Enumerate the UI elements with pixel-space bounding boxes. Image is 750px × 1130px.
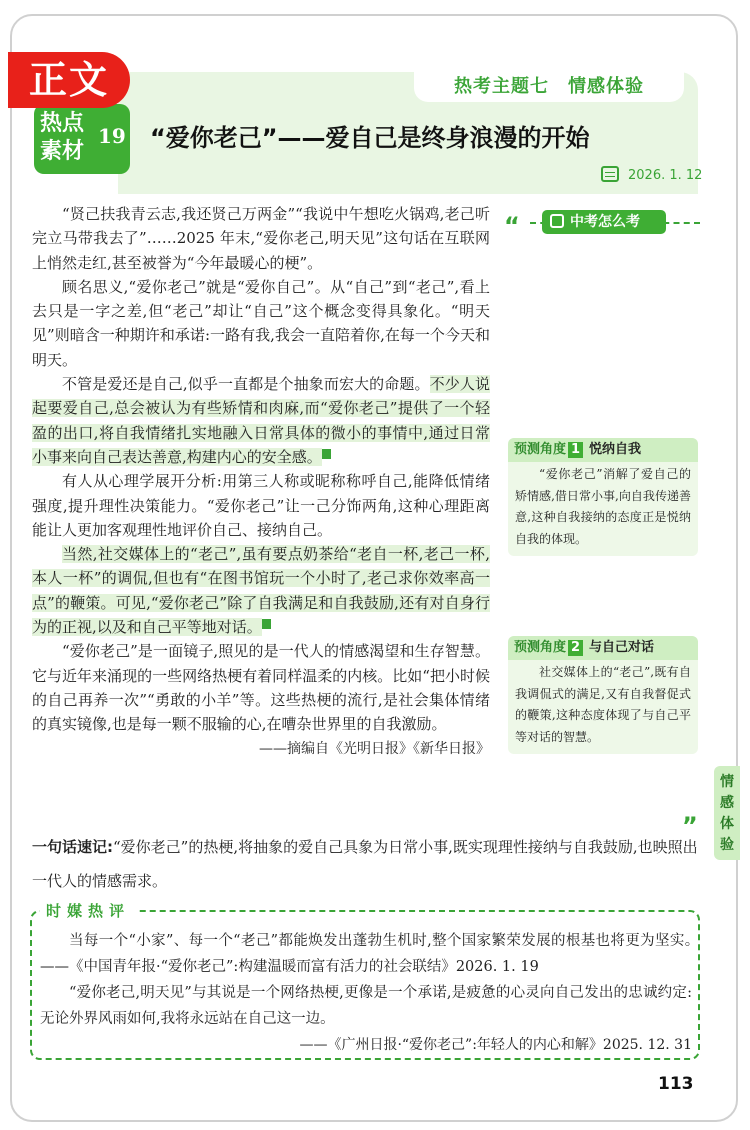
hot-material-badge bbox=[34, 104, 130, 174]
angle-1-header bbox=[508, 438, 698, 462]
footnote-marker-1: 1 bbox=[322, 449, 331, 459]
media-review-text bbox=[40, 928, 692, 1058]
highlight-2b: 但也有“在图书馆玩一个小时了,老己求你效率高一点”的鞭策。可见,“爱你老己”除了自我满足和自我鼓励,还有对自身行为的正视,以及和自己平等地对话。 bbox=[32, 569, 490, 637]
article-paragraph-4: 有人从心理学展开分析:用第三人称或昵称称呼自己,能降低情绪强度,提升理性决策能力。“爱你老己”让一己分饰两角,这种心理距离能让人更加客观理性地评价自己、接纳自己。 bbox=[32, 472, 490, 539]
side-tab-emotion[interactable]: 情感体验 bbox=[714, 766, 740, 860]
date-text: 2026. 1. 12 bbox=[628, 168, 703, 183]
summary bbox=[32, 830, 700, 898]
article-paragraph-3 bbox=[32, 372, 490, 469]
hot-badge-line1: 热点 bbox=[40, 111, 85, 136]
angle-2-title: 与自己对话 bbox=[589, 640, 655, 655]
angle-2-header bbox=[508, 636, 698, 660]
summary-text: “爱你老己”的热梗,将抽象的爱自己具象为日常小事,既实现理性接纳与自我鼓励,也映照出一代人的情感需求。 bbox=[32, 838, 698, 890]
hot-badge-number: 19 bbox=[98, 124, 126, 148]
prediction-angle-2 bbox=[508, 636, 698, 754]
paragraph-3-lead: 不管是爱还是自己,似乎一直都是个抽象而宏大的命题。 bbox=[62, 375, 430, 394]
article-paragraph-6: “爱你老己”是一面镜子,照见的是一代人的情感渴望和生存智慧。它与近年来涌现的一些网络热梗有着同样温柔的内核。比如“把小时候的自己再养一次”“勇敢的小羊”等。这些热梗的流行,是社会集体情绪的真实镜像,也是每一颗不服输的心,在嘈杂世界里的自我激励。 bbox=[32, 642, 490, 734]
hot-badge-line2: 素材 bbox=[40, 139, 85, 164]
exam-tag-label: 中考怎么考 bbox=[570, 214, 640, 230]
summary-label: 一句话速记: bbox=[32, 838, 113, 856]
open-quote-icon: “ bbox=[504, 212, 520, 240]
article-body bbox=[32, 202, 490, 761]
prediction-angle-1 bbox=[508, 438, 698, 556]
media-quote-1-source: ——《中国青年报·“爱你老己”:构建温暖而富有活力的社会联结》2026. 1. 19 bbox=[40, 959, 539, 975]
angle-2-number: 2 bbox=[568, 640, 583, 656]
angle-2-label: 预测角度 bbox=[514, 640, 567, 655]
page-number: 113 bbox=[658, 1074, 694, 1094]
footnote-marker-2: 2 bbox=[262, 619, 271, 629]
angle-1-text: “爱你老己”消解了爱自己的矫情感,借日常小事,向自我传递善意,这种自我接纳的态度正是悦纳自我的体现。 bbox=[515, 467, 691, 546]
article-paragraph-5 bbox=[32, 542, 490, 639]
highlight-2a: 当然,社交媒体上的“老己”,虽有要点奶茶给“老自一杯,老己一杯,本人一杯”的调侃, bbox=[32, 545, 490, 588]
angle-1-title: 悦纳自我 bbox=[589, 442, 642, 457]
media-review-tag: 时媒热评 bbox=[40, 900, 136, 921]
media-quote-1-text: 当每一个“小家”、每一个“老己”都能焕发出蓬勃生机时,整个国家繁荣发展的根基也将更为坚实。 bbox=[69, 933, 692, 949]
page-title: “爱你老己”——爱自己是终身浪漫的开始 bbox=[150, 124, 590, 152]
media-quote-1 bbox=[40, 928, 692, 980]
article-source: ——摘编自《光明日报》《新华日报》 bbox=[259, 740, 490, 757]
theme-tab: 热考主题七 情感体验 bbox=[414, 72, 684, 102]
highlight-1: 不少人说起要爱自己,总会被认为有些矫情和肉麻,而“爱你老己”提供了一个轻盈的出口,将自我情绪扎实地融入日常具体的微小的事情中,通过日常小事来向自己表达善意,构建内心的安全感。 bbox=[32, 375, 490, 466]
article-paragraph-2: 顾名思义,“爱你老己”就是“爱你自己”。从“自己”到“老己”,看上去只是一字之差,但“老己”却让“自己”这个概念变得具象化。“明天见”则暗含一种期许和承诺:一路有我,我会一直陪着你,在每一个今天和明天。 bbox=[32, 277, 490, 369]
angle-1-label: 预测角度 bbox=[514, 442, 567, 457]
angle-1-number: 1 bbox=[568, 442, 583, 458]
exam-tag bbox=[542, 210, 666, 234]
close-quote-icon: ” bbox=[682, 812, 698, 840]
pen-icon bbox=[550, 214, 564, 228]
angle-2-text: 社交媒体上的“老己”,既有自我调侃式的满足,又有自我督促式的鞭策,这种态度体现了与自己平等对话的智慧。 bbox=[515, 665, 691, 744]
article-paragraph-1: “贤己扶我青云志,我还贤己万两金”“我说中午想吃火锅鸡,老己听完立马带我去了”……2025 年末,“爱你老己,明天见”这句话在互联网上悄然走红,甚至被誉为“今年最暖心的梗”。 bbox=[32, 205, 490, 272]
media-quote-2-source: ——《广州日报·“爱你老己”:年轻人的内心和解》2025. 12. 31 bbox=[299, 1037, 692, 1053]
media-quote-2: “爱你老己,明天见”与其说是一个网络热梗,更像是一个承诺,是疲惫的心灵向自己发出的忠诚约定:无论外界风雨如何,我将永远站在自己这一边。 bbox=[40, 985, 692, 1027]
date-label bbox=[604, 168, 702, 183]
main-text-badge: 正文 bbox=[8, 52, 130, 108]
